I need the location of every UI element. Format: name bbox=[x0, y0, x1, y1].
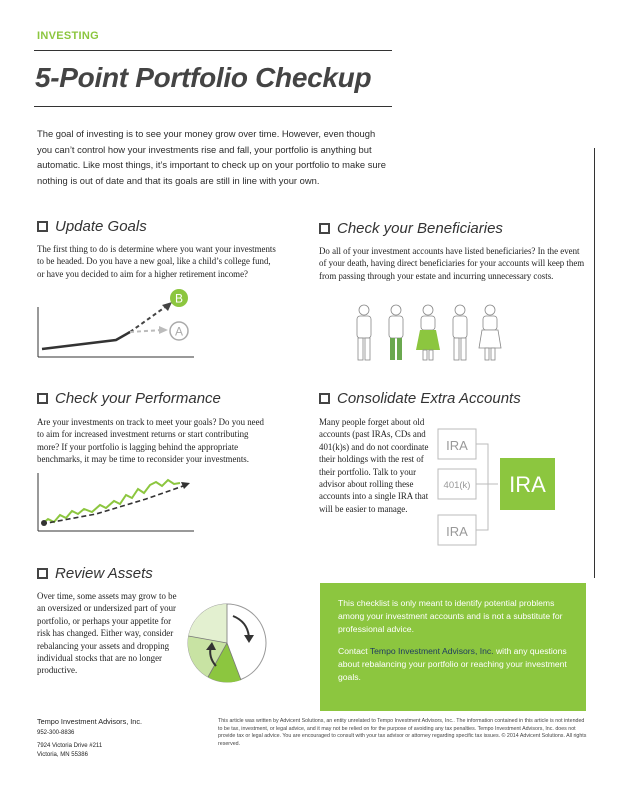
update-goals-heading bbox=[37, 218, 147, 235]
goal-a-arrowhead bbox=[159, 326, 168, 334]
goal-a-label: A bbox=[174, 324, 184, 339]
firm-link[interactable]: Tempo Investment Advisors, Inc. bbox=[369, 646, 494, 656]
progress-line bbox=[42, 332, 130, 349]
callout-para-1: This checklist is only meant to identify potential problems among your investment accounts and is not a substitute for professional advice. bbox=[338, 598, 563, 634]
review-heading bbox=[37, 565, 153, 582]
performance-title: Check your Performance bbox=[55, 390, 221, 407]
footer-firm-name: Tempo Investment Advisors, Inc. bbox=[37, 717, 143, 726]
performance-illustration bbox=[36, 465, 196, 535]
checkbox-icon bbox=[319, 393, 330, 404]
start-point bbox=[41, 520, 47, 526]
goal-a-path bbox=[130, 330, 162, 332]
footer-phone: 952-300-8836 bbox=[37, 730, 75, 736]
account-label-401k: 401(k) bbox=[443, 480, 471, 491]
account-label-ira-1: IRA bbox=[446, 438, 468, 453]
review-title: Review Assets bbox=[55, 565, 153, 582]
title-rule bbox=[34, 106, 392, 107]
person-highlighted-icon bbox=[389, 305, 403, 360]
beneficiaries-title: Check your Beneficiaries bbox=[337, 220, 503, 237]
person-highlighted-icon bbox=[416, 305, 440, 360]
portfolio-line bbox=[42, 480, 180, 524]
top-rule bbox=[34, 50, 392, 51]
consolidate-illustration bbox=[434, 425, 586, 553]
beneficiaries-heading bbox=[319, 220, 503, 237]
goal-b-label: B bbox=[174, 291, 184, 306]
consolidate-heading bbox=[319, 390, 521, 407]
footer-disclaimer: This article was written by Advicent Solutions, an entity unrelated to Tempo Investment Advisors, Inc.. The information contained in this article is not intended to be tax, investment, or legal advice, and it may not be relied on for the purpose of avoiding any tax penalties. Tempo Investment Advisors, Inc. does not provide tax or legal advice. You are encouraged to consult with your tax advisor or attorney regarding specific tax issues. © 2014 Advicent Solutions. All rights reserved. bbox=[218, 718, 587, 747]
person-icon bbox=[453, 305, 467, 360]
section-tag: INVESTING bbox=[37, 30, 99, 42]
callout-para-2 bbox=[338, 645, 574, 684]
footer-contact bbox=[37, 716, 142, 760]
callout-text: Contact bbox=[338, 646, 370, 656]
goal-b-arrowhead bbox=[162, 302, 172, 311]
checkbox-icon bbox=[37, 393, 48, 404]
consolidate-title: Consolidate Extra Accounts bbox=[337, 390, 521, 407]
beneficiaries-body: Do all of your investment accounts have listed beneficiaries? In the event of your death, having direct beneficiaries for your accounts will keep them from passing through your estate and incurring unnecessary costs. bbox=[319, 246, 585, 281]
page-title: 5-Point Portfolio Checkup bbox=[35, 62, 372, 93]
footer-address-line-1: 7924 Victoria Drive #211 bbox=[37, 743, 103, 749]
person-icon bbox=[479, 305, 501, 360]
beneficiaries-illustration bbox=[352, 303, 512, 363]
benchmark-line bbox=[42, 485, 186, 524]
side-rule bbox=[594, 148, 595, 578]
asset-pie-illustration bbox=[186, 602, 268, 684]
callout-text: with any questions about rebalancing your portfolio or reaching your investment goals. bbox=[338, 646, 567, 682]
person-icon bbox=[357, 305, 371, 360]
checkbox-icon bbox=[37, 221, 48, 232]
goal-path-illustration bbox=[36, 285, 196, 360]
callout-box bbox=[320, 583, 586, 711]
consolidate-body: Many people forget about old accounts (past IRAs, CDs and 401(k)s) and do not coordinate their holdings with the rest of their portfolio. Talk to your advisor about rolling these accounts into a single IRA that will be easier to manage. bbox=[319, 417, 429, 514]
performance-heading bbox=[37, 390, 221, 407]
performance-body: Are your investments on track to meet your goals? Do you need to aim for increased investment returns or start contributing more? If your portfolio is lagging behind the appropriate benchmarks, it may be time to reconsider your investments. bbox=[37, 417, 264, 465]
account-label-ira-2: IRA bbox=[446, 524, 468, 539]
checkbox-icon bbox=[319, 223, 330, 234]
connector-lines bbox=[476, 444, 498, 530]
checkbox-icon bbox=[37, 568, 48, 579]
update-goals-body: The first thing to do is determine where you want your investments to be headed. Do you have a new goal, like a child’s college fund, or have you decided to aim for a higher retirement income? bbox=[37, 244, 276, 279]
review-body: Over time, some assets may grow to be an oversized or undersized part of your portfolio, or perhaps your appetite for risk has changed. Either way, consider rebalancing your assets and dropping individual stocks that are no longer productive. bbox=[37, 591, 177, 676]
footer-address-line-2: Victoria, MN 55386 bbox=[37, 752, 88, 758]
intro-paragraph: The goal of investing is to see your money grow over time. However, even though you can’t control how your investments rise and fall, your portfolio is anything but automatic. Like most things, it’s important to check up on your portfolio to make sure nothing is out of date and that its goals are still in line with your own. bbox=[37, 128, 386, 186]
update-goals-title: Update Goals bbox=[55, 218, 147, 235]
target-ira-label: IRA bbox=[509, 472, 546, 497]
